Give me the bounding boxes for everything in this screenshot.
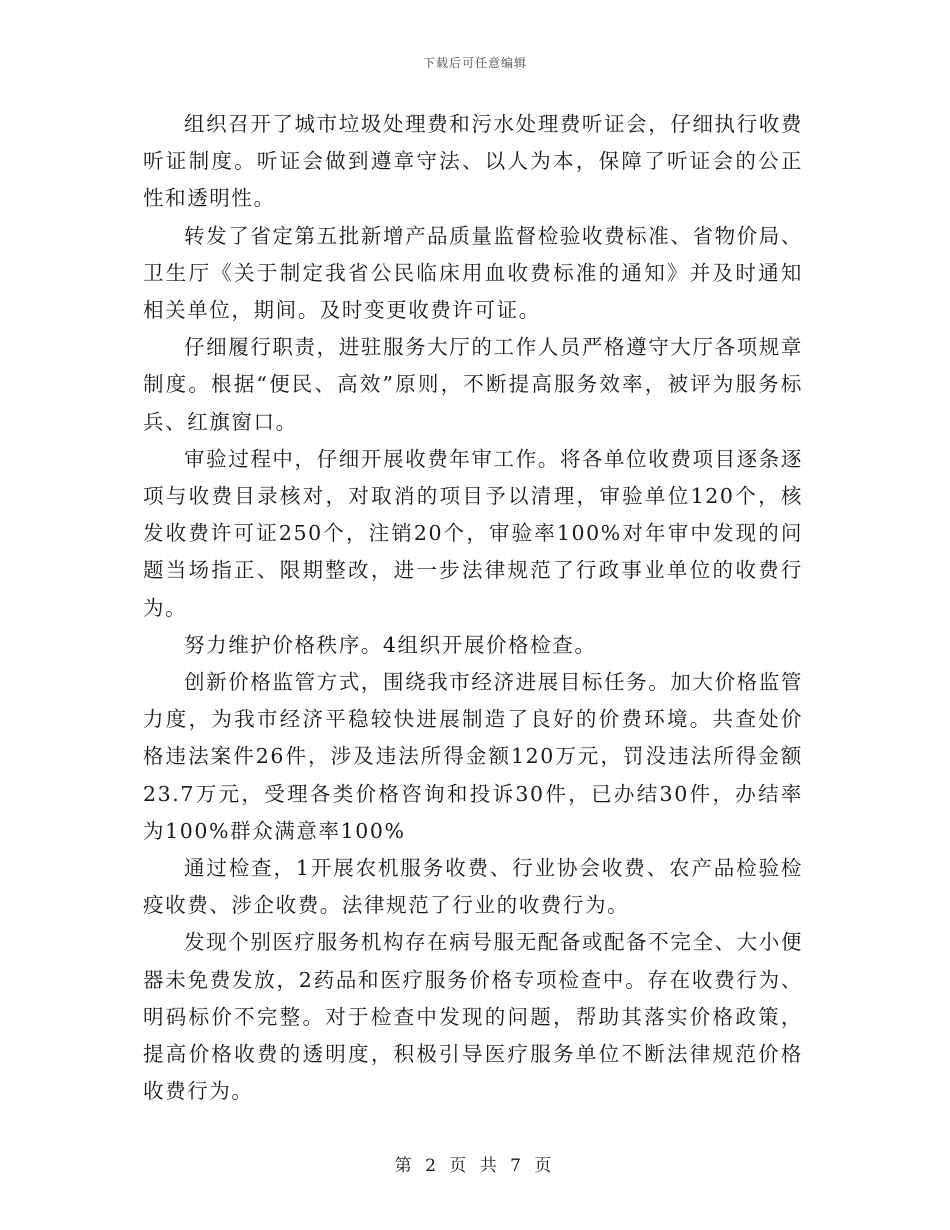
page-header: 下载后可任意编辑 [422,56,527,70]
paragraph: 发现个别医疗服务机构存在病号服无配备或配备不完全、大小便器未免费发放，2药品和医疗服务价格专项检查中。存在收费行为、明码标价不完整。对于检查中发现的问题，帮助其落实价格政策，提高价格收费的透明度，积极引导医疗服务单位不断法律规范价格收费行为。 [143,930,803,1104]
paragraph: 努力维护价格秩序。4组织开展价格检查。 [184,632,597,657]
paragraph: 组织召开了城市垃圾处理费和污水处理费听证会，仔细执行收费听证制度。听证会做到遵章守法、以人为本，保障了听证会的公正性和透明性。 [143,112,803,211]
paragraph: 仔细履行职责，进驻服务大厅的工作人员严格遵守大厅各项规章制度。根据“便民、高效”原则，不断提高服务效率，被评为服务标兵、红旗窗口。 [143,335,803,434]
paragraph: 通过检查，1开展农机服务收费、行业协会收费、农产品检验检疫收费、涉企收费。法律规范了行业的收费行为。 [143,856,803,918]
page-number: 第 2 页 共 7 页 [394,1156,556,1176]
paragraph: 审验过程中，仔细开展收费年审工作。将各单位收费项目逐条逐项与收费目录核对，对取消的项目予以清理，审验单位120个，核发收费许可证250个，注销20个，审验率100%对年审中发现的问题当场指正、限期整改，进一步法律规范了行政事业单位的收费行为。 [143,446,803,620]
paragraph: 转发了省定第五批新增产品质量监督检验收费标准、省物价局、卫生厅《关于制定我省公民临床用血收费标准的通知》并及时通知相关单位，期间。及时变更收费许可证。 [143,223,803,323]
paragraph: 创新价格监管方式，围绕我市经济进展目标任务。加大价格监管力度，为我市经济平稳较快进展制造了良好的价费环境。共查处价格违法案件26件，涉及违法所得金额120万元，罚没违法所得金额23.7万元，受理各类价格咨询和投诉30件，已办结30件，办结率为100%群众满意率100% [143,670,803,843]
document-body [143,106,803,1110]
